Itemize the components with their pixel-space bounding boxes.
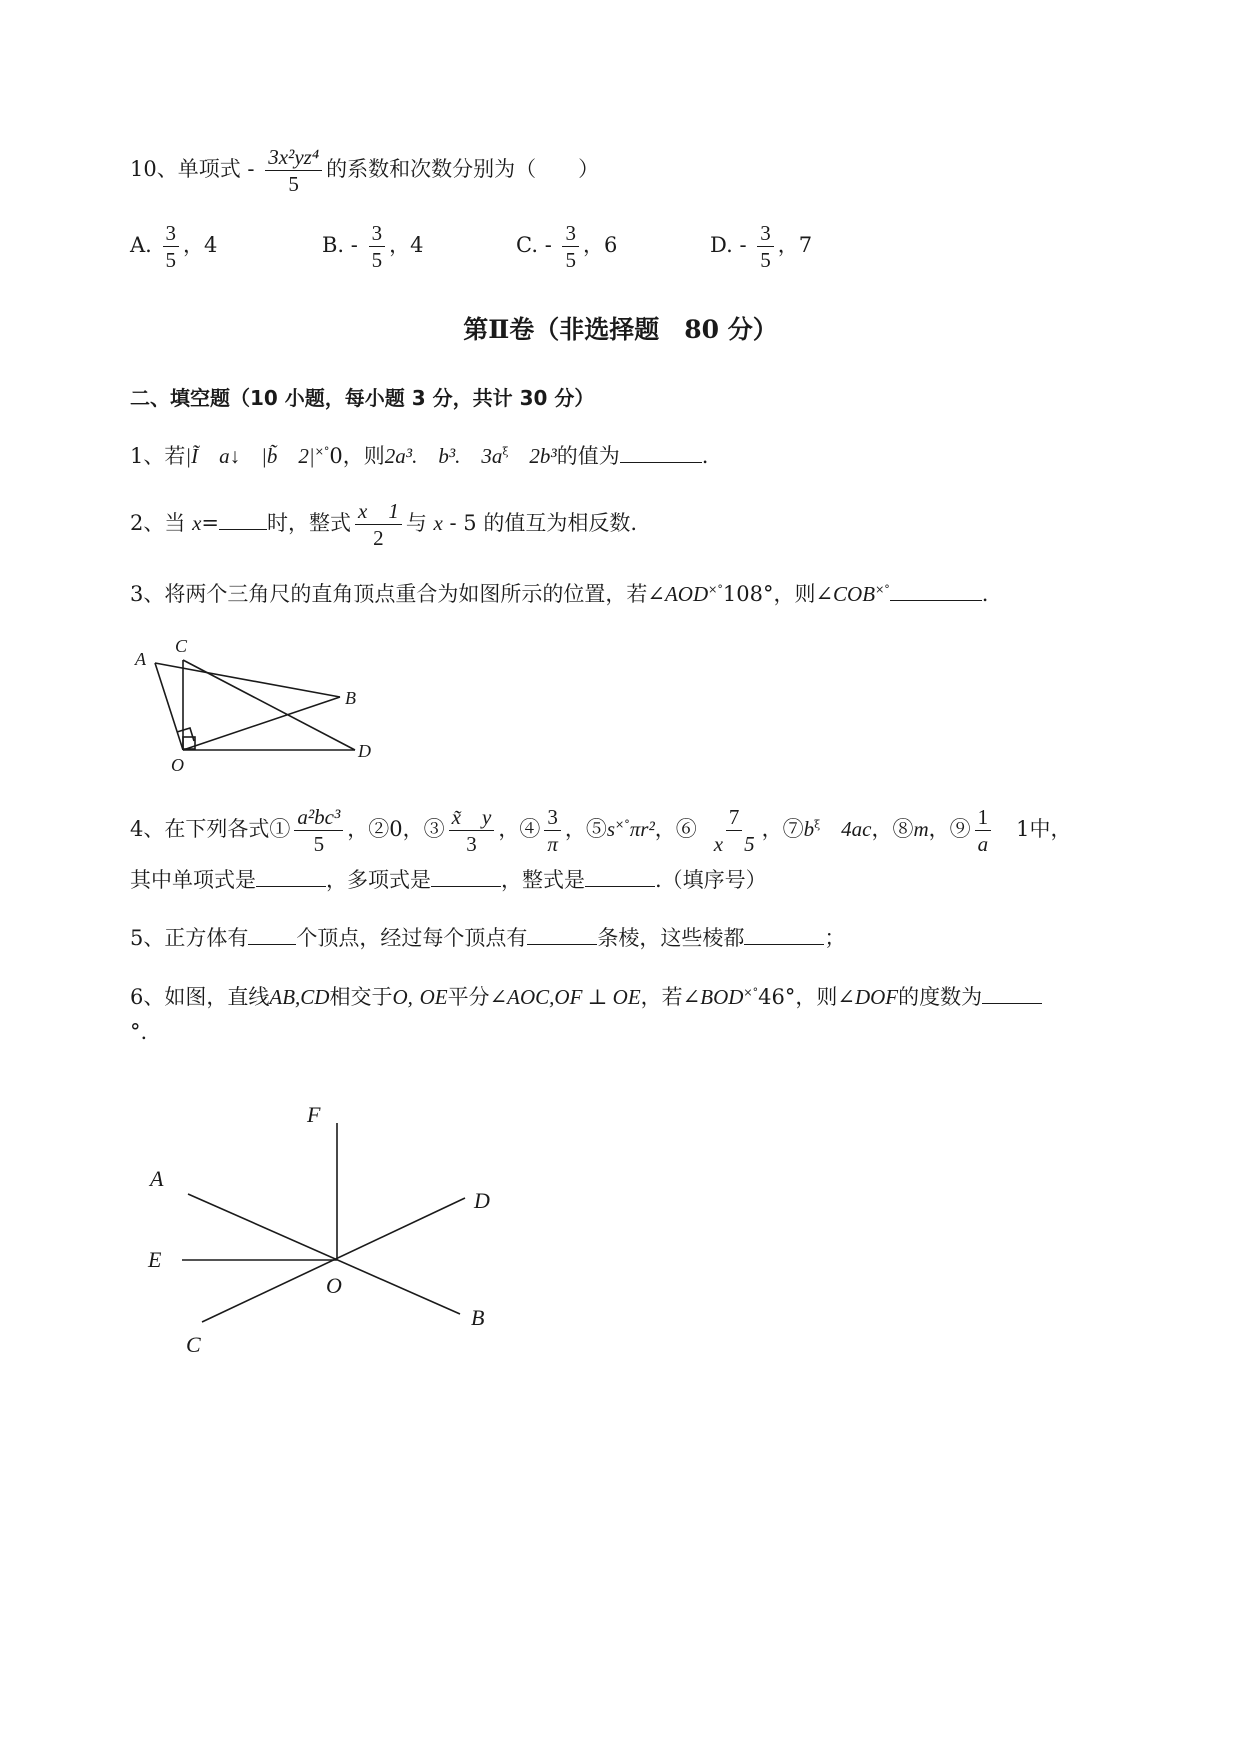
fraction-denominator: 2 — [373, 526, 384, 551]
question-text: 平分 — [447, 985, 490, 1009]
fraction-numerator: 3x²yz⁴ — [265, 146, 322, 171]
question-1 — [130, 440, 708, 470]
label-o: O — [171, 755, 184, 775]
question-text: 条棱，这些棱都 — [597, 926, 745, 950]
question-text: 相交于 — [329, 985, 393, 1009]
option-letter: C. — [516, 233, 538, 258]
fraction-denominator: x 5 — [713, 832, 755, 857]
question-text: ，⑦ — [761, 817, 804, 842]
fraction-denominator: a — [977, 832, 989, 857]
option-tail: ，4 — [183, 233, 218, 258]
question-text: 当 — [164, 511, 193, 536]
fraction-numerator: 3 — [369, 222, 386, 247]
question-number: 6、 — [130, 985, 165, 1009]
question-suffix: 的系数和次数分别为（ ） — [326, 157, 600, 182]
fraction-denominator: 5 — [313, 832, 325, 857]
math-expression: 2a³. b³. 3a — [384, 444, 503, 468]
fraction-numerator: 3 — [562, 222, 579, 247]
fraction-numerator: 3 — [163, 222, 180, 247]
label-d: D — [474, 1188, 490, 1213]
label-a: A — [150, 1166, 164, 1191]
question-number: 4、 — [130, 817, 165, 842]
question-text: ，④ — [498, 817, 541, 842]
garbled-symbol: ξ — [502, 445, 509, 458]
expression-fraction — [975, 806, 992, 855]
question-6 — [130, 981, 1042, 1011]
fraction-denominator: 5 — [760, 248, 771, 273]
fraction-numerator: x 1 — [355, 500, 402, 525]
segment-ao — [155, 663, 183, 750]
expression-fraction — [711, 806, 758, 855]
fraction-denominator: 5 — [371, 248, 383, 273]
label-b: B — [345, 688, 356, 708]
question-2 — [130, 500, 637, 549]
option-fraction — [757, 222, 774, 271]
question-text: ，多项式是 — [326, 868, 431, 892]
question-text: ； — [824, 926, 846, 950]
question-text: ，⑤ — [564, 817, 607, 842]
part-title: 二、填空题（10 小题，每小题 3 分，共计 30 分） — [130, 386, 595, 410]
math-expression: OE — [419, 985, 448, 1009]
label-b: B — [471, 1305, 485, 1330]
question-text: 如图，直线 — [164, 985, 270, 1009]
fraction-denominator: 3 — [466, 832, 477, 857]
question-text: ，⑨ — [928, 817, 971, 842]
fraction-numerator: 1 — [975, 806, 992, 831]
question-text: ，⑧ — [871, 817, 914, 842]
option-tail: ，6 — [582, 233, 618, 258]
option-sign: - — [350, 233, 358, 258]
garbled-symbol: ξ — [814, 818, 821, 832]
answer-blank[interactable] — [890, 579, 982, 601]
question-text: 若 — [164, 444, 186, 468]
answer-blank-vertices[interactable] — [248, 923, 296, 945]
question-text: 108° — [722, 582, 774, 606]
question-5 — [130, 922, 845, 952]
question-4 — [130, 806, 1072, 855]
question-text: ，整式是 — [501, 868, 585, 892]
option-fraction — [562, 222, 579, 271]
question-number: 2、 — [130, 511, 165, 536]
segment-cd — [183, 660, 355, 750]
option-letter: D. — [710, 233, 733, 258]
question-text: . — [981, 582, 989, 606]
question-text: 的度数为 — [898, 985, 983, 1009]
expression-fraction — [355, 500, 402, 549]
question-text: 正方体有 — [164, 926, 249, 950]
label-c: C — [186, 1332, 201, 1357]
section-title: 第Ⅱ卷（非选择题 80 分） — [463, 315, 778, 344]
option-fraction — [163, 222, 180, 271]
segment-ob — [183, 697, 340, 750]
answer-blank-integral[interactable] — [585, 865, 655, 887]
fraction-denominator: 5 — [165, 248, 177, 273]
garbled-symbol: ×° — [314, 445, 330, 458]
question-text: 46° — [758, 985, 796, 1009]
math-variable: m — [913, 817, 929, 842]
answer-blank-polynomial[interactable] — [431, 865, 501, 887]
math-expression: ∠AOC,OF ⊥ OE — [489, 985, 641, 1009]
question-text: 个顶点，经过每个顶点有 — [296, 926, 528, 950]
question-6-line-2: °. — [130, 1020, 148, 1044]
question-number: 3、 — [130, 582, 165, 606]
figure-set-squares — [125, 630, 385, 780]
fraction-numerator: 7 — [726, 806, 743, 831]
option-tail: ，7 — [777, 233, 813, 258]
garbled-symbol: ×° — [708, 583, 723, 596]
question-text: = — [201, 511, 219, 536]
question-text: 0，则 — [329, 444, 385, 468]
figure-intersecting-lines — [130, 1090, 520, 1370]
question-text: 时，整式 — [267, 511, 351, 536]
label-d: D — [358, 741, 371, 761]
math-angle: ∠AOD — [647, 582, 709, 606]
option-d[interactable] — [710, 222, 812, 271]
math-angle: ∠DOF — [837, 985, 899, 1009]
question-number: 5、 — [130, 926, 165, 950]
math-expression: πr² — [629, 817, 655, 842]
fraction-numerator: 3 — [544, 806, 561, 831]
question-10 — [130, 146, 599, 195]
garbled-symbol: ×° — [743, 986, 759, 999]
label-e: E — [148, 1247, 162, 1272]
answer-blank[interactable] — [620, 441, 702, 463]
fraction-numerator: a²bc³ — [294, 806, 343, 831]
question-text: ，则 — [795, 985, 838, 1009]
label-a: A — [135, 649, 146, 669]
question-number: 1、 — [130, 444, 165, 468]
question-text: ，⑥ — [654, 817, 697, 842]
option-b[interactable] — [322, 222, 423, 271]
math-expression: |Ĩ a↓ |b̃ 2| — [185, 444, 315, 468]
option-c[interactable] — [516, 222, 617, 271]
option-a[interactable] — [130, 222, 217, 271]
fraction-denominator: 5 — [565, 248, 576, 273]
question-text: ，若 — [640, 985, 683, 1009]
question-text: 其中单项式是 — [130, 868, 256, 892]
question-text: 1中， — [995, 817, 1072, 842]
line-ab — [188, 1194, 460, 1314]
option-sign: - — [544, 233, 552, 258]
math-expression: AB,CD — [269, 985, 330, 1009]
question-text: 与 — [405, 511, 434, 536]
question-text: 的值为 — [556, 444, 620, 468]
question-text: 将两个三角尺的直角顶点重合为如图所示的位置，若 — [164, 582, 648, 606]
answer-blank-edges[interactable] — [527, 923, 597, 945]
math-expression: 2b³ — [508, 444, 557, 468]
label-o: O — [326, 1273, 342, 1298]
math-variable: s — [606, 817, 616, 842]
question-3 — [130, 578, 988, 608]
label-c: C — [175, 636, 188, 656]
math-variable: x — [192, 511, 202, 536]
math-variable: O, — [392, 985, 413, 1009]
question-text: ，则 — [773, 582, 816, 606]
option-tail: ，4 — [389, 233, 424, 258]
question-number: 10、 — [130, 157, 178, 182]
math-angle: ∠BOD — [682, 985, 744, 1009]
math-angle: ∠COB — [815, 582, 876, 606]
fraction-numerator: x̃ y — [449, 806, 495, 831]
question-text: .（填序号） — [655, 868, 767, 892]
question-4-line-2 — [130, 864, 767, 894]
expression-fraction — [449, 806, 495, 855]
math-variable: x — [433, 511, 443, 536]
fraction-numerator: 3 — [757, 222, 774, 247]
answer-blank[interactable] — [219, 508, 267, 530]
question-text: 在下列各式① — [164, 817, 291, 842]
math-expression: 4ac — [820, 817, 872, 842]
option-letter: B. — [322, 233, 345, 258]
question-text: - 5 的值互为相反数. — [442, 511, 638, 536]
label-f: F — [307, 1102, 321, 1127]
option-letter: A. — [130, 233, 152, 258]
expression-fraction — [544, 806, 561, 855]
fraction-denominator: π — [547, 832, 558, 857]
expression-fraction — [294, 806, 343, 855]
question-prefix: 单项式 - — [177, 157, 255, 182]
question-text: . — [701, 444, 709, 468]
garbled-symbol: ×° — [875, 583, 890, 596]
option-fraction — [369, 222, 386, 271]
math-variable: b — [803, 817, 815, 842]
monomial-fraction — [265, 146, 322, 195]
question-text: ，②0，③ — [347, 817, 445, 842]
garbled-symbol: ×° — [615, 818, 630, 832]
fraction-denominator: 5 — [288, 172, 299, 197]
option-sign: - — [739, 233, 747, 258]
answer-blank-monomial[interactable] — [256, 865, 326, 887]
answer-blank-property[interactable] — [744, 923, 824, 945]
answer-blank[interactable] — [982, 982, 1042, 1004]
